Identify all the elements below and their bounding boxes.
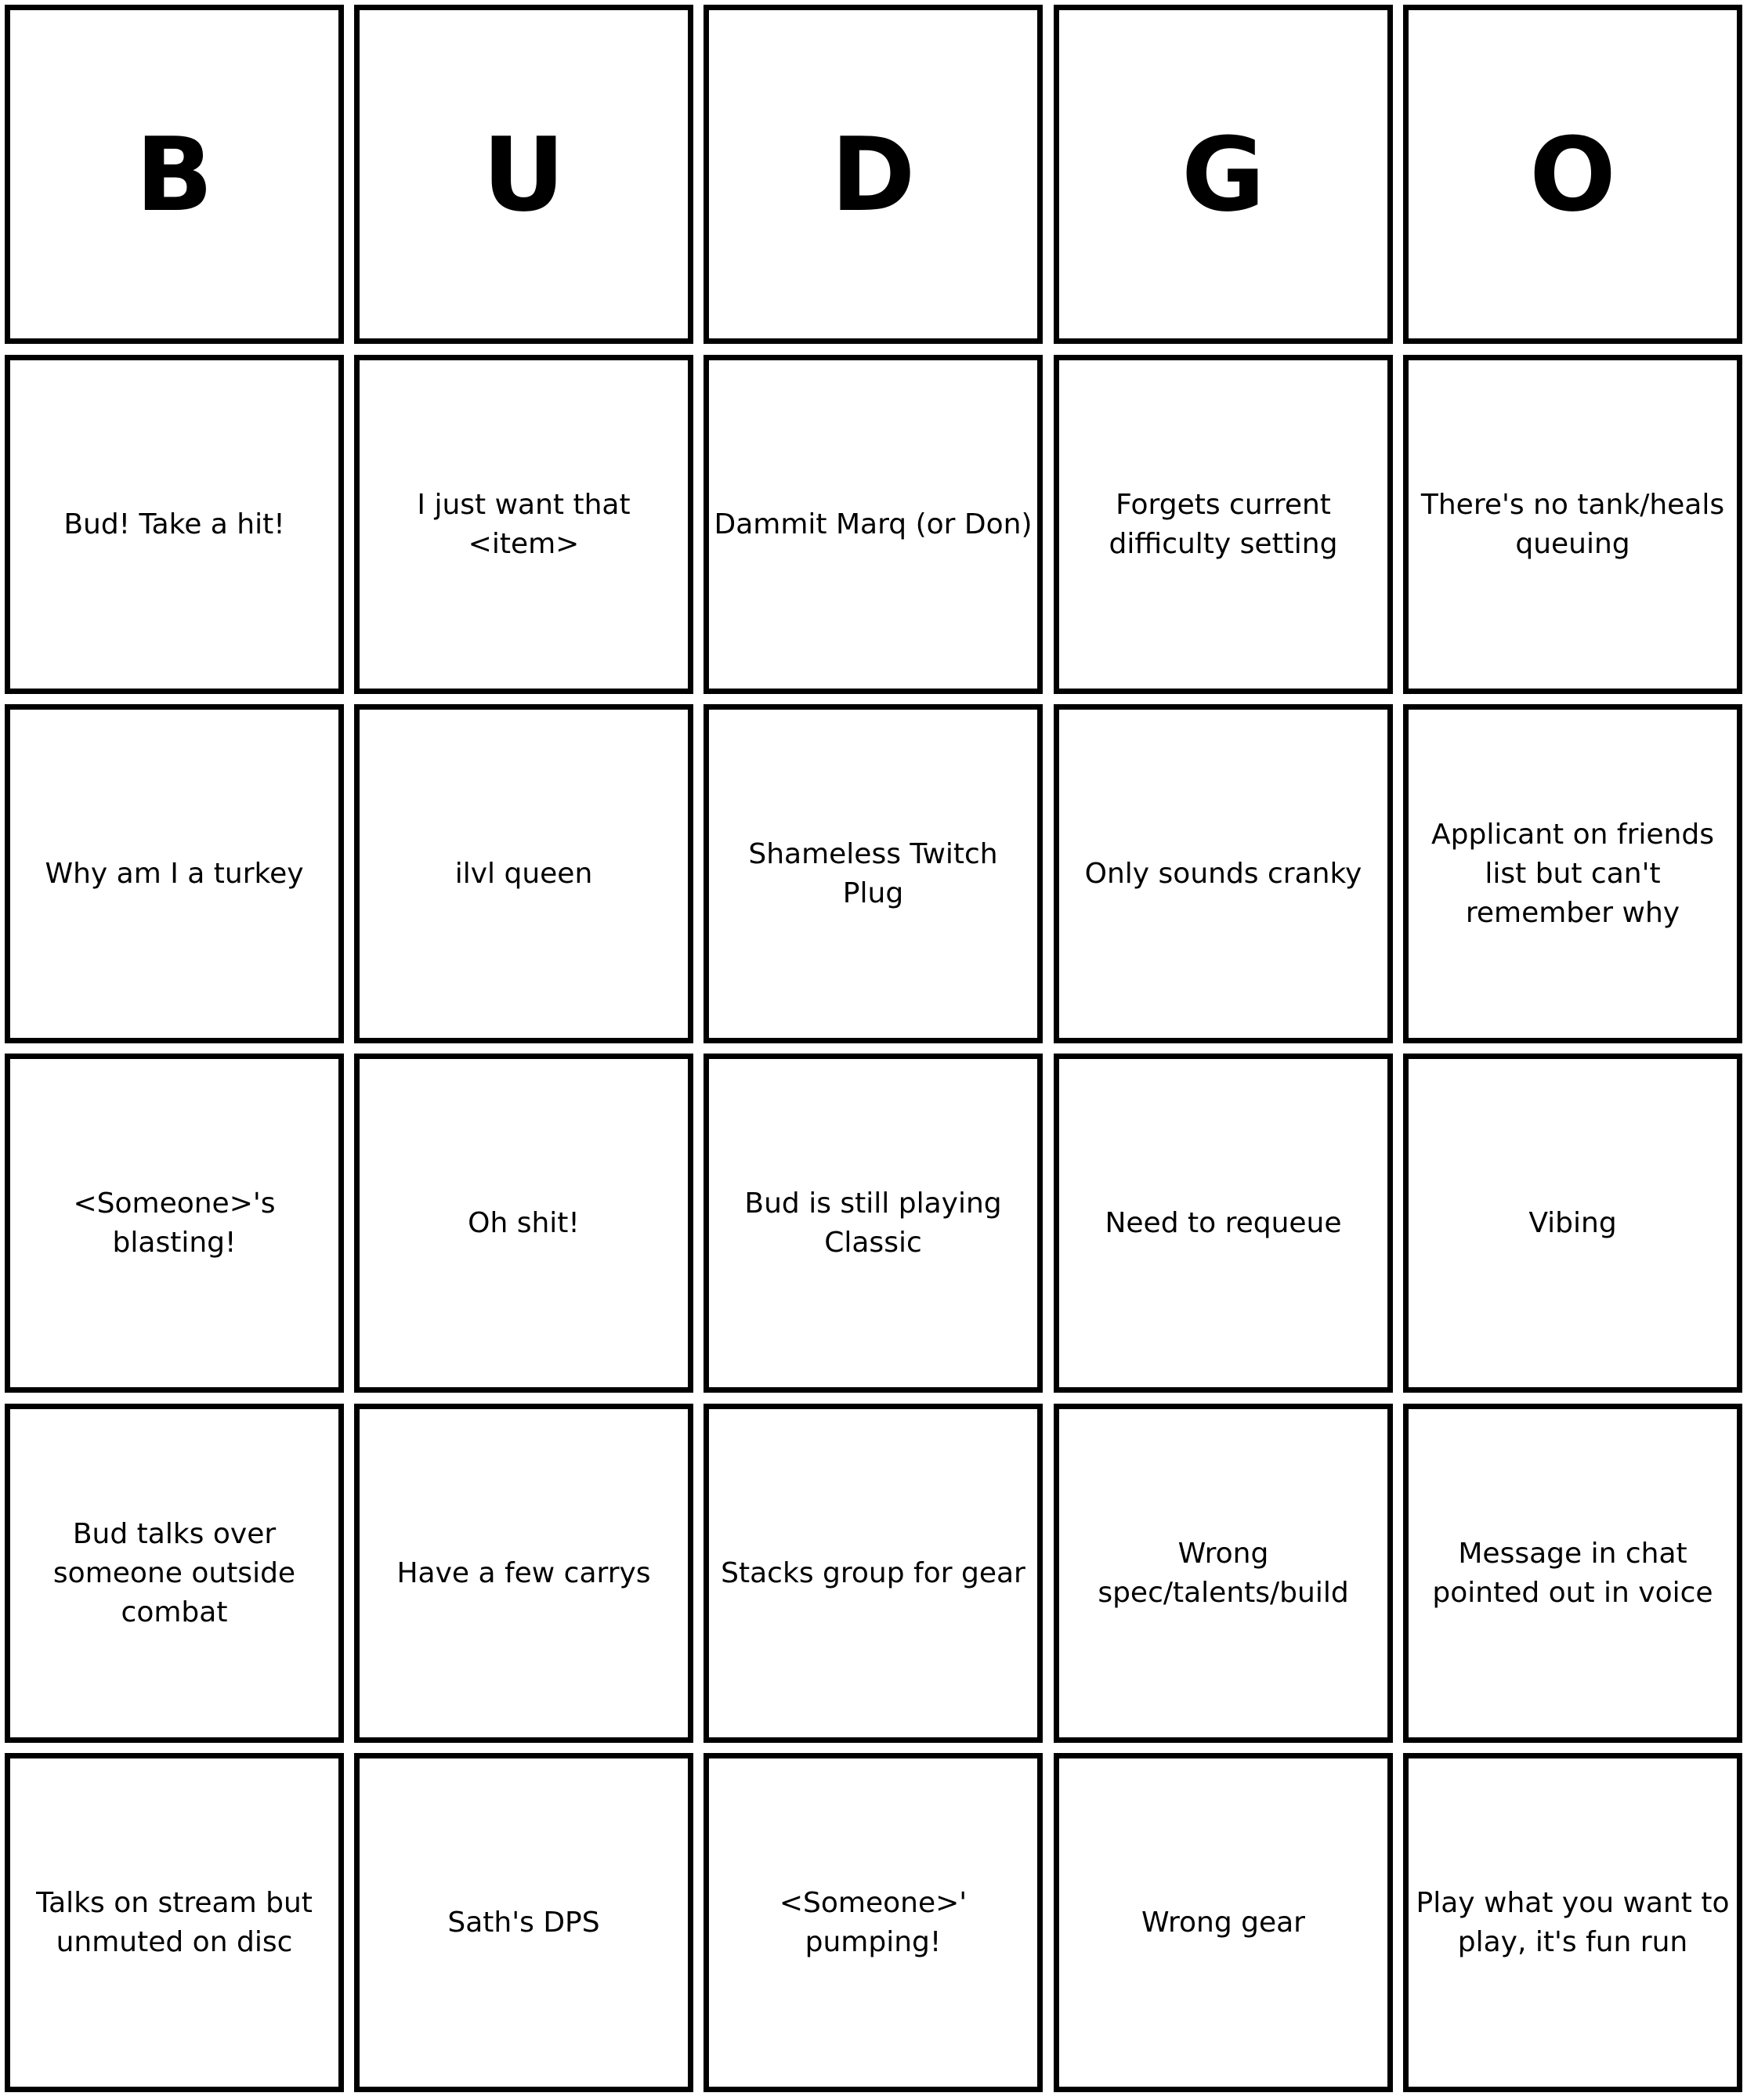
header-cell-u [354, 5, 693, 344]
square-label: <Someone>' pumping! [779, 1886, 968, 1958]
bingo-square[interactable] [1403, 1753, 1742, 2092]
bingo-square[interactable] [354, 1404, 693, 1743]
bingo-square[interactable] [704, 704, 1043, 1043]
bingo-square[interactable] [354, 355, 693, 694]
square-label: Message in chat pointed out in voice [1432, 1537, 1713, 1609]
square-label: Bud talks over someone outside combat [52, 1517, 296, 1628]
square-label: Applicant on friends list but can't remember why [1431, 818, 1714, 929]
square-label: Play what you want to play, it's fun run [1416, 1886, 1730, 1958]
square-label: Wrong gear [1141, 1906, 1305, 1939]
square-label: Shameless Twitch Plug [748, 837, 998, 909]
square-label: Need to requeue [1105, 1206, 1342, 1239]
header-cell-b [5, 5, 344, 344]
square-label: Dammit Marq (or Don) [714, 508, 1033, 540]
bingo-square[interactable] [704, 1054, 1043, 1393]
bingo-square[interactable] [5, 1404, 344, 1743]
square-label: Why am I a turkey [45, 857, 304, 890]
bingo-square[interactable] [1054, 355, 1393, 694]
bingo-square[interactable] [1054, 1054, 1393, 1393]
bingo-square[interactable] [704, 1404, 1043, 1743]
square-label: Vibing [1528, 1206, 1617, 1239]
bingo-square[interactable] [5, 1753, 344, 2092]
bingo-square[interactable] [354, 1753, 693, 2092]
square-label: Wrong spec/talents/build [1098, 1537, 1349, 1609]
bingo-square[interactable] [354, 704, 693, 1043]
bingo-square[interactable] [5, 704, 344, 1043]
square-label: There's no tank/heals queuing [1420, 488, 1725, 560]
bingo-square[interactable] [5, 1054, 344, 1393]
header-cell-d [704, 5, 1043, 344]
header-letter: D [830, 114, 916, 234]
square-label: Have a few carrys [396, 1556, 651, 1589]
header-letter: O [1529, 114, 1616, 234]
header-letter: G [1181, 114, 1265, 234]
square-label: Oh shit! [468, 1206, 580, 1239]
square-label: Talks on stream but unmuted on disc [36, 1886, 313, 1958]
bingo-square[interactable] [1054, 704, 1393, 1043]
bingo-square[interactable] [1054, 1404, 1393, 1743]
square-label: Only sounds cranky [1084, 857, 1362, 890]
bingo-square[interactable] [354, 1054, 693, 1393]
square-label: Stacks group for gear [721, 1556, 1025, 1589]
square-label: <Someone>'s blasting! [73, 1187, 276, 1259]
bingo-square[interactable] [1054, 1753, 1393, 2092]
square-label: Forgets current difficulty setting [1109, 488, 1338, 560]
bingo-square[interactable] [5, 355, 344, 694]
header-letter: B [135, 114, 214, 234]
bingo-square[interactable] [1403, 1404, 1742, 1743]
header-cell-o [1403, 5, 1742, 344]
bingo-square[interactable] [704, 355, 1043, 694]
square-label: Sath's DPS [447, 1906, 600, 1939]
bingo-square[interactable] [1403, 355, 1742, 694]
square-label: I just want that <item> [417, 488, 631, 560]
header-cell-g [1054, 5, 1393, 344]
bingo-square[interactable] [1403, 704, 1742, 1043]
square-label: ilvl queen [454, 857, 593, 890]
square-label: Bud is still playing Classic [744, 1187, 1002, 1259]
bingo-square[interactable] [704, 1753, 1043, 2092]
bingo-square[interactable] [1403, 1054, 1742, 1393]
square-label: Bud! Take a hit! [63, 508, 285, 540]
header-letter: U [482, 114, 566, 234]
